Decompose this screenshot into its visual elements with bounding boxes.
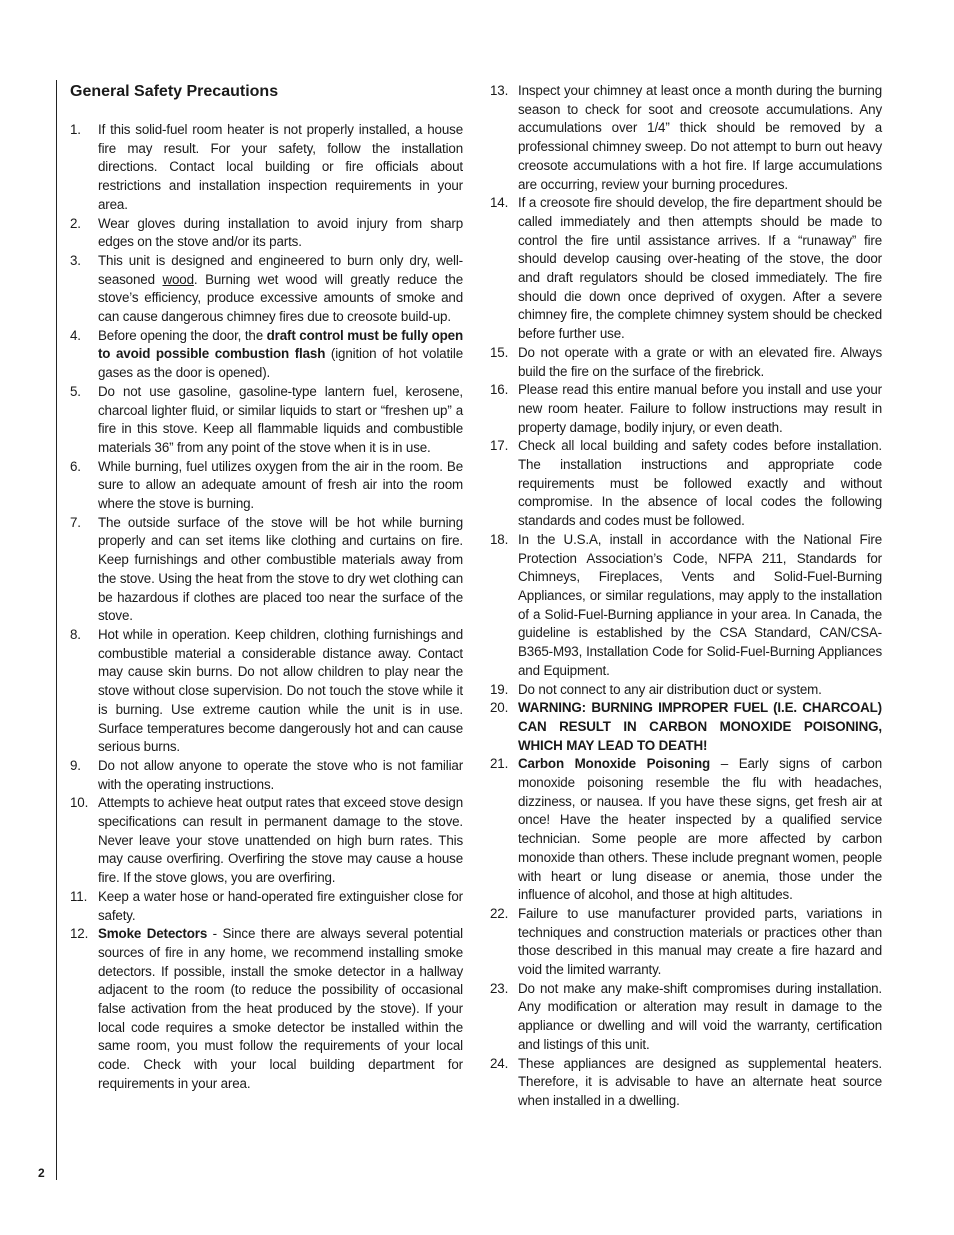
precautions-list-right — [490, 82, 882, 1111]
item-number: 11. — [70, 888, 88, 904]
item-number: 1. — [70, 122, 81, 137]
precaution-item — [70, 514, 463, 626]
item-text: Before opening the door, the — [98, 327, 267, 343]
item-number: 19. — [490, 681, 509, 697]
precaution-item — [490, 381, 882, 437]
item-text: In the U.S.A, install in accordance with the National Fire Protection Association’s Code, NFPA 211, Standards for Chimneys, Fireplaces, Vents and Solid-Fuel-Burning Appliances, or similar regulations, may apply to the installation of a Solid-Fuel-Burning appliance in your area. In Canada, the guideline is established by the CSA Standard, CAN/CSA-B365-M93, Installation Code for Solid-Fuel-Burning Appliances and Equipment. — [518, 531, 882, 678]
item-text: Check all local building and safety codes before installation. The installation instructions and appropriate code requirements must be followed exactly and without compromise. In the absence of local codes the following standards and codes must be followed. — [518, 438, 882, 529]
item-text: . Burning wet wood will greatly reduce the stove’s efficiency, produce excessive amounts of smoke and can cause dangerous chimney fires due to creosote build-up. — [98, 271, 463, 325]
item-text-bold: WARNING: BURNING IMPROPER FUEL (I.E. CHARCOAL) CAN RESULT IN CARBON MONOXIDE POISONING, WHICH MAY LEAD TO DEATH! — [518, 700, 882, 753]
item-text: Inspect your chimney at least once a month during the burning season to check for soot and creosote accumulations. Any accumulations over 1/4” thick should be removed by a professional chimney sweep. Do not attempt to burn out heavy creosote accumulations with a hot fire. If large accumulations are occurring, review your burning procedures. — [518, 83, 882, 192]
item-text: Do not operate with a grate or with an elevated fire. Always build the fire on the surface of the firebrick. — [518, 344, 882, 379]
item-number: 7. — [70, 514, 81, 530]
item-number: 3. — [70, 252, 81, 268]
item-text: Do not make any make-shift compromises during installation. Any modification or alteration may result in damage to the appliance or dwelling and will void the warranty, certification and listings of this unit. — [518, 980, 882, 1052]
item-number: 5. — [70, 383, 81, 399]
item-number: 22. — [490, 905, 509, 921]
precaution-item — [490, 82, 882, 194]
item-number: 17. — [490, 438, 509, 454]
item-text-underlined: wood — [162, 271, 194, 287]
item-text-bold: Smoke Detectors — [98, 926, 208, 942]
precaution-item — [490, 980, 882, 1055]
precaution-item — [490, 194, 882, 344]
item-text: If this solid-fuel room heater is not properly installed, a house fire may result. For your safety, follow the installation directions. Contact local building or fire officials about restrictions and installation inspection requirements in your area. — [98, 122, 463, 212]
item-text-bold: draft control must be fully open to avoid possible combustion flash — [98, 327, 463, 362]
section-title: General Safety Precautions — [70, 83, 279, 100]
item-text-bold: Carbon Monoxide Poisoning — [518, 756, 711, 772]
item-number: 9. — [70, 757, 81, 773]
precaution-item — [70, 458, 463, 514]
item-text: Hot while in operation. Keep children, clothing furnishings and combustible material a considerable distance away. Contact may cause skin burns. Do not allow children to play near the stove without close supervision. Do not touch the stove while it is burning. Use extreme caution while the unit is in use. Surface temperatures become dangerously hot and can cause serious burns. — [98, 626, 463, 755]
item-text: (ignition of hot volatile gases as the door is opened). — [98, 346, 463, 381]
item-text: Attempts to achieve heat output rates that exceed stove design specifications can result in permanent damage to the stove. Never leave your stove unattended on high burn rates. This may cause overfiring. Overfiring the stove may cause a house fire. If the stove glows, you are overfiring. — [98, 795, 463, 886]
item-text: – Early signs of carbon monoxide poisoning resemble the flu with headaches, dizziness, or nausea. If you have these signs, get fresh air at once! Have the heater inspected by a qualified service technician. Some people are more affected by carbon monoxide than others. These include pregnant women, people with heart or lung disease or anemia, those under the influence of alcohol, and those at high altitudes. — [518, 756, 882, 903]
item-number: 16. — [490, 382, 509, 398]
precaution-item — [70, 626, 463, 757]
item-text: While burning, fuel utilizes oxygen from the air in the room. Be sure to allow an adequate amount of fresh air into the room where the stove is burning. — [98, 458, 463, 512]
precaution-item — [70, 888, 463, 925]
item-number: 2. — [70, 215, 81, 231]
item-text: Keep a water hose or hand-operated fire extinguisher close for safety. — [98, 888, 463, 923]
item-number: 24. — [490, 1055, 509, 1071]
item-text: Failure to use manufacturer provided parts, variations in techniques and construction materials or practices other than those described in this manual may create a fire hazard and void the limited warranty. — [518, 905, 882, 978]
margin-rule — [56, 80, 57, 1180]
precaution-item — [70, 121, 463, 215]
item-text: These appliances are designed as supplemental heaters. Therefore, it is advisable to have an alternate heat source when installed in a dwelling. — [518, 1055, 882, 1108]
item-number: 23. — [490, 980, 509, 996]
item-number: 10. — [70, 795, 89, 811]
item-number: 21. — [490, 756, 509, 772]
precaution-item — [490, 905, 882, 980]
item-text: Do not allow anyone to operate the stove who is not familiar with the operating instructions. — [98, 757, 463, 792]
precaution-item — [70, 794, 463, 888]
item-number: 6. — [70, 458, 81, 474]
item-text: This unit is designed and engineered to burn only dry, well-seasoned — [98, 252, 463, 287]
item-number: 20. — [490, 700, 509, 716]
precaution-item — [490, 531, 882, 681]
item-text: The outside surface of the stove will be hot while burning properly and can set items like clothing and curtains on fire. Keep furnishings and other combustible materials away from the stove. Using the heat from the stove to dry wet clothing can be hazardous if clothes are placed too near the surface of the stove. — [98, 514, 463, 624]
page-number: 2 — [38, 1166, 45, 1180]
precaution-item — [490, 681, 882, 700]
item-text: Do not connect to any air distribution duct or system. — [518, 681, 822, 697]
item-text: - Since there are always several potential sources of fire in any home, we recommend installing smoke detectors. If possible, install the smoke detector in a hallway adjacent to the room (to reduce the possibility of occasional false activation from the heat produced by the stove). If your local code requires a smoke detector be installed within the same room, you must follow the requirements of your local code. Check with your local building department for requirements in your area. — [98, 926, 463, 1091]
precaution-item — [70, 252, 463, 327]
item-number: 12. — [70, 926, 89, 942]
item-number: 15. — [490, 344, 509, 360]
item-number: 18. — [490, 531, 509, 547]
precaution-item — [70, 925, 463, 1093]
item-number: 8. — [70, 626, 81, 642]
item-text: If a creosote fire should develop, the fire department should be called immediately and then attempts should be made to control the fire until assistance arrives. If a “runaway” fire should develop causing over-heating of the stove, the door and draft regulators should be closed immediately. The fire should die down once deprived of oxygen. After a severe chimney fire, the complete chimney system should be checked before further use. — [518, 195, 882, 342]
precaution-item — [70, 383, 463, 458]
item-text: Do not use gasoline, gasoline-type lantern fuel, kerosene, charcoal lighter fluid, or similar liquids to start or “freshen up” a fire in this stove. Keep all flammable liquids and combustible materials 36” from any point of the stove when it is in use. — [98, 383, 463, 455]
item-number: 13. — [490, 83, 509, 98]
item-text: Wear gloves during installation to avoid injury from sharp edges on the stove and/or its parts. — [98, 215, 463, 250]
precaution-item — [70, 215, 463, 252]
precaution-item — [70, 757, 463, 794]
precaution-item — [490, 699, 882, 755]
item-number: 14. — [490, 195, 509, 211]
item-number: 4. — [70, 327, 81, 343]
precaution-item — [490, 755, 882, 905]
precautions-list-left — [70, 121, 463, 1094]
left-column — [70, 82, 463, 1094]
precaution-item — [490, 344, 882, 381]
precaution-item — [490, 437, 882, 531]
precaution-item — [490, 1055, 882, 1111]
right-column — [490, 82, 882, 1111]
item-text: Please read this entire manual before you install and use your new room heater. Failure to follow instructions may result in property damage, bodily injury, or even death. — [518, 382, 882, 435]
precaution-item — [70, 327, 463, 383]
